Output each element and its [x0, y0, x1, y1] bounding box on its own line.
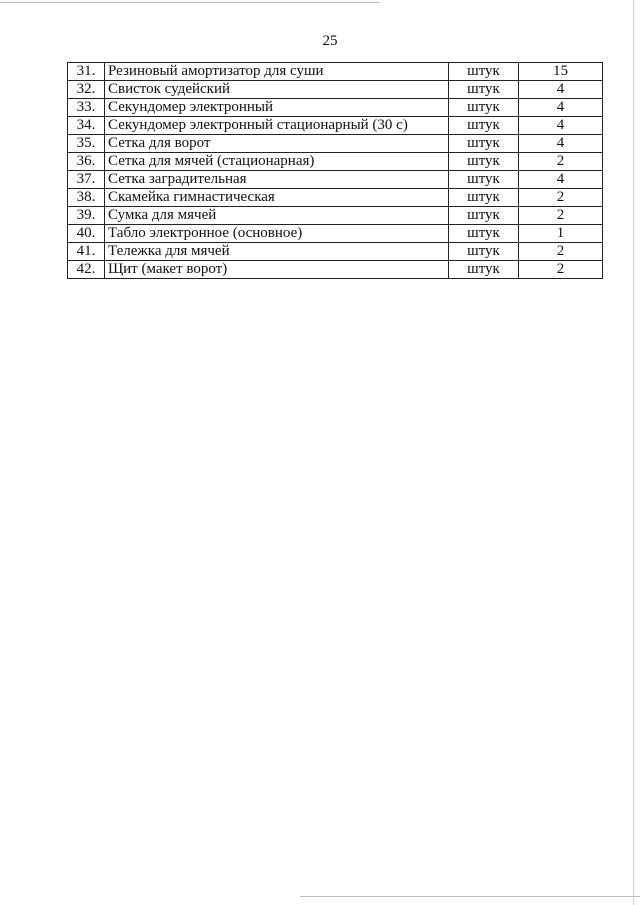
table-row — [68, 153, 603, 171]
item-unit: штук — [449, 81, 519, 99]
item-name: Тележка для мячей — [105, 243, 449, 261]
row-number: 31. — [68, 63, 105, 81]
table-row — [68, 99, 603, 117]
item-name: Свисток судейский — [105, 81, 449, 99]
item-quantity: 15 — [519, 63, 603, 81]
table-row — [68, 225, 603, 243]
item-quantity: 2 — [519, 153, 603, 171]
row-number: 36. — [68, 153, 105, 171]
row-number: 39. — [68, 207, 105, 225]
row-number: 33. — [68, 99, 105, 117]
row-number: 40. — [68, 225, 105, 243]
item-unit: штук — [449, 243, 519, 261]
item-quantity: 4 — [519, 99, 603, 117]
item-name: Табло электронное (основное) — [105, 225, 449, 243]
item-unit: штук — [449, 225, 519, 243]
item-name: Секундомер электронный стационарный (30 с) — [105, 117, 449, 135]
item-unit: штук — [449, 99, 519, 117]
item-quantity: 2 — [519, 207, 603, 225]
item-quantity: 2 — [519, 189, 603, 207]
item-unit: штук — [449, 135, 519, 153]
item-quantity: 1 — [519, 225, 603, 243]
item-quantity: 2 — [519, 243, 603, 261]
table-row — [68, 135, 603, 153]
item-name: Щит (макет ворот) — [105, 261, 449, 279]
item-unit: штук — [449, 153, 519, 171]
table-row — [68, 243, 603, 261]
row-number: 32. — [68, 81, 105, 99]
item-name: Сетка для ворот — [105, 135, 449, 153]
item-name: Скамейка гимнастическая — [105, 189, 449, 207]
scan-edge-top — [0, 2, 380, 3]
scan-edge-bottom — [300, 896, 640, 897]
row-number: 38. — [68, 189, 105, 207]
table-row — [68, 63, 603, 81]
row-number: 34. — [68, 117, 105, 135]
table-row — [68, 171, 603, 189]
item-name: Сетка для мячей (стационарная) — [105, 153, 449, 171]
item-name: Резиновый амортизатор для суши — [105, 63, 449, 81]
table-row — [68, 81, 603, 99]
item-unit: штук — [449, 261, 519, 279]
item-unit: штук — [449, 207, 519, 225]
item-quantity: 4 — [519, 171, 603, 189]
item-name: Сумка для мячей — [105, 207, 449, 225]
item-unit: штук — [449, 171, 519, 189]
table-row — [68, 189, 603, 207]
table-row — [68, 261, 603, 279]
page-number: 25 — [322, 33, 338, 49]
item-unit: штук — [449, 63, 519, 81]
row-number: 41. — [68, 243, 105, 261]
table-row — [68, 207, 603, 225]
item-name: Сетка заградительная — [105, 171, 449, 189]
scan-edge-right — [633, 0, 634, 905]
item-quantity: 2 — [519, 261, 603, 279]
item-quantity: 4 — [519, 117, 603, 135]
table-row — [68, 117, 603, 135]
equipment-table — [67, 62, 603, 279]
item-name: Секундомер электронный — [105, 99, 449, 117]
item-quantity: 4 — [519, 81, 603, 99]
row-number: 35. — [68, 135, 105, 153]
row-number: 37. — [68, 171, 105, 189]
item-quantity: 4 — [519, 135, 603, 153]
item-unit: штук — [449, 117, 519, 135]
item-unit: штук — [449, 189, 519, 207]
row-number: 42. — [68, 261, 105, 279]
